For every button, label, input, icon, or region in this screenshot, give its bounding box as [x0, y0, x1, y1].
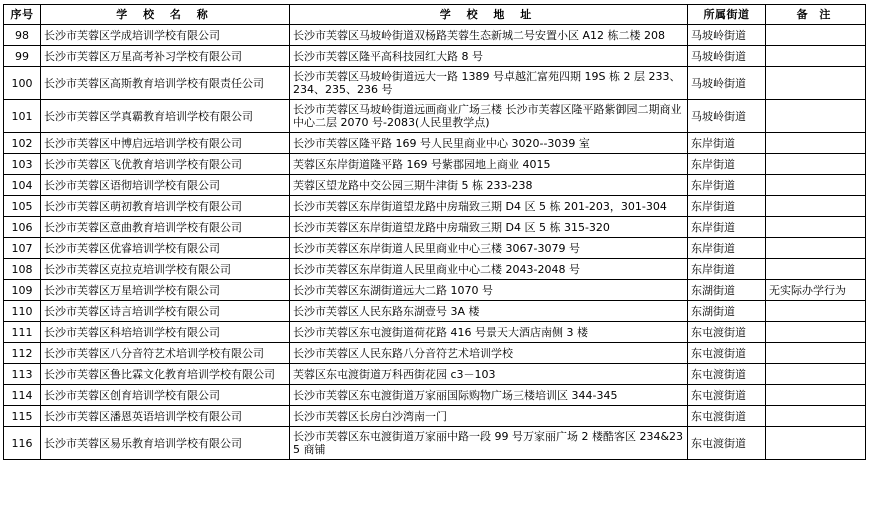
row-num: 106 [4, 217, 41, 238]
row-num: 99 [4, 46, 41, 67]
row-note [766, 322, 866, 343]
row-num: 109 [4, 280, 41, 301]
row-note [766, 175, 866, 196]
table-row [4, 46, 866, 67]
row-name: 长沙市芙蓉区潘恩英语培训学校有限公司 [41, 406, 290, 427]
header-street: 所属街道 [688, 5, 766, 25]
table-row [4, 322, 866, 343]
table-row [4, 301, 866, 322]
row-note [766, 67, 866, 100]
row-address: 长沙市芙蓉区东屯渡街道荷花路 416 号景天大酒店南侧 3 楼 [290, 322, 688, 343]
row-address: 芙蓉区东屯渡街道万科西街花园 c3－103 [290, 364, 688, 385]
row-address: 长沙市芙蓉区马坡岭街道远画商业广场三楼 长沙市芙蓉区隆平路紫御园二期商业中心二层 2070 号-2083(人民里教学点) [290, 100, 688, 133]
row-street: 东岸街道 [688, 259, 766, 280]
row-street: 东岸街道 [688, 217, 766, 238]
row-num: 111 [4, 322, 41, 343]
row-street: 马坡岭街道 [688, 46, 766, 67]
table-row [4, 343, 866, 364]
row-name: 长沙市芙蓉区学真霸教育培训学校有限公司 [41, 100, 290, 133]
table-row [4, 67, 866, 100]
table-row [4, 364, 866, 385]
row-note [766, 385, 866, 406]
row-note [766, 217, 866, 238]
row-note [766, 133, 866, 154]
row-address: 芙蓉区望龙路中交公园三期牛津街 5 栋 233-238 [290, 175, 688, 196]
row-name: 长沙市芙蓉区科培培训学校有限公司 [41, 322, 290, 343]
row-name: 长沙市芙蓉区意曲教育培训学校有限公司 [41, 217, 290, 238]
row-street: 东湖街道 [688, 301, 766, 322]
table-row [4, 238, 866, 259]
row-note [766, 259, 866, 280]
row-street: 马坡岭街道 [688, 67, 766, 100]
header-num: 序号 [4, 5, 41, 25]
row-name: 长沙市芙蓉区万星高考补习学校有限公司 [41, 46, 290, 67]
row-street: 东岸街道 [688, 196, 766, 217]
table-row [4, 25, 866, 46]
row-num: 101 [4, 100, 41, 133]
row-name: 长沙市芙蓉区创育培训学校有限公司 [41, 385, 290, 406]
row-num: 114 [4, 385, 41, 406]
row-num: 102 [4, 133, 41, 154]
row-note [766, 46, 866, 67]
row-note [766, 100, 866, 133]
row-num: 108 [4, 259, 41, 280]
row-street: 东屯渡街道 [688, 343, 766, 364]
document-page [3, 4, 866, 460]
table-row [4, 217, 866, 238]
row-num: 105 [4, 196, 41, 217]
row-street: 东屯渡街道 [688, 406, 766, 427]
header-name: 学 校 名 称 [41, 5, 290, 25]
row-street: 东屯渡街道 [688, 427, 766, 460]
row-address: 长沙市芙蓉区人民东路八分音符艺术培训学校 [290, 343, 688, 364]
row-address: 长沙市芙蓉区东湖街道远大二路 1070 号 [290, 280, 688, 301]
table-row [4, 259, 866, 280]
table-row [4, 100, 866, 133]
row-street: 东岸街道 [688, 154, 766, 175]
row-num: 110 [4, 301, 41, 322]
row-address: 芙蓉区东岸街道隆平路 169 号紫郡园地上商业 4015 [290, 154, 688, 175]
row-address: 长沙市芙蓉区马坡岭街道远大一路 1389 号卓越汇富苑四期 19S 栋 2 层 233、234、235、236 号 [290, 67, 688, 100]
row-name: 长沙市芙蓉区诗言培训学校有限公司 [41, 301, 290, 322]
table-row [4, 406, 866, 427]
header-note: 备 注 [766, 5, 866, 25]
row-num: 104 [4, 175, 41, 196]
school-list-table [3, 4, 866, 460]
row-note [766, 427, 866, 460]
row-street: 东屯渡街道 [688, 385, 766, 406]
table-row [4, 280, 866, 301]
row-note [766, 154, 866, 175]
row-name: 长沙市芙蓉区中博启远培训学校有限公司 [41, 133, 290, 154]
row-address: 长沙市芙蓉区人民东路东湖壹号 3A 楼 [290, 301, 688, 322]
row-street: 马坡岭街道 [688, 25, 766, 46]
row-address: 长沙市芙蓉区东屯渡街道万家丽国际购物广场三楼培训区 344-345 [290, 385, 688, 406]
row-name: 长沙市芙蓉区八分音符艺术培训学校有限公司 [41, 343, 290, 364]
row-street: 东岸街道 [688, 175, 766, 196]
row-address: 长沙市芙蓉区东屯渡街道万家丽中路一段 99 号万家丽广场 2 楼酷客区 234&235 商铺 [290, 427, 688, 460]
row-address: 长沙市芙蓉区隆平高科技园红大路 8 号 [290, 46, 688, 67]
row-name: 长沙市芙蓉区优睿培训学校有限公司 [41, 238, 290, 259]
row-num: 115 [4, 406, 41, 427]
row-name: 长沙市芙蓉区易乐教育培训学校有限公司 [41, 427, 290, 460]
row-num: 103 [4, 154, 41, 175]
row-name: 长沙市芙蓉区高斯教育培训学校有限责任公司 [41, 67, 290, 100]
row-name: 长沙市芙蓉区语彻培训学校有限公司 [41, 175, 290, 196]
row-street: 马坡岭街道 [688, 100, 766, 133]
row-name: 长沙市芙蓉区鲁比霖文化教育培训学校有限公司 [41, 364, 290, 385]
row-note [766, 364, 866, 385]
row-name: 长沙市芙蓉区萌初教育培训学校有限公司 [41, 196, 290, 217]
row-address: 长沙市芙蓉区马坡岭街道双杨路芙蓉生态新城二号安置小区 A12 栋二楼 208 [290, 25, 688, 46]
row-street: 东屯渡街道 [688, 364, 766, 385]
row-num: 113 [4, 364, 41, 385]
row-note [766, 406, 866, 427]
row-note [766, 343, 866, 364]
row-address: 长沙市芙蓉区东岸街道望龙路中房瑞致三期 D4 区 5 栋 315-320 [290, 217, 688, 238]
row-num: 116 [4, 427, 41, 460]
row-address: 长沙市芙蓉区长房白沙湾南一门 [290, 406, 688, 427]
header-address: 学 校 地 址 [290, 5, 688, 25]
row-note [766, 196, 866, 217]
row-name: 长沙市芙蓉区克拉克培训学校有限公司 [41, 259, 290, 280]
table-row [4, 427, 866, 460]
row-num: 100 [4, 67, 41, 100]
row-note: 无实际办学行为 [766, 280, 866, 301]
row-note [766, 301, 866, 322]
row-street: 东岸街道 [688, 133, 766, 154]
row-name: 长沙市芙蓉区万星培训学校有限公司 [41, 280, 290, 301]
row-street: 东屯渡街道 [688, 322, 766, 343]
row-num: 98 [4, 25, 41, 46]
row-num: 112 [4, 343, 41, 364]
row-note [766, 238, 866, 259]
table-header-row [4, 5, 866, 25]
table-row [4, 154, 866, 175]
row-street: 东湖街道 [688, 280, 766, 301]
row-street: 东岸街道 [688, 238, 766, 259]
row-name: 长沙市芙蓉区飞优教育培训学校有限公司 [41, 154, 290, 175]
row-name: 长沙市芙蓉区学成培训学校有限公司 [41, 25, 290, 46]
table-row [4, 133, 866, 154]
row-address: 长沙市芙蓉区隆平路 169 号人民里商业中心 3020--3039 室 [290, 133, 688, 154]
table-row [4, 175, 866, 196]
row-address: 长沙市芙蓉区东岸街道望龙路中房瑞致三期 D4 区 5 栋 201-203，301-304 [290, 196, 688, 217]
row-address: 长沙市芙蓉区东岸街道人民里商业中心三楼 3067-3079 号 [290, 238, 688, 259]
row-num: 107 [4, 238, 41, 259]
row-note [766, 25, 866, 46]
table-row [4, 196, 866, 217]
table-row [4, 385, 866, 406]
row-address: 长沙市芙蓉区东岸街道人民里商业中心二楼 2043-2048 号 [290, 259, 688, 280]
